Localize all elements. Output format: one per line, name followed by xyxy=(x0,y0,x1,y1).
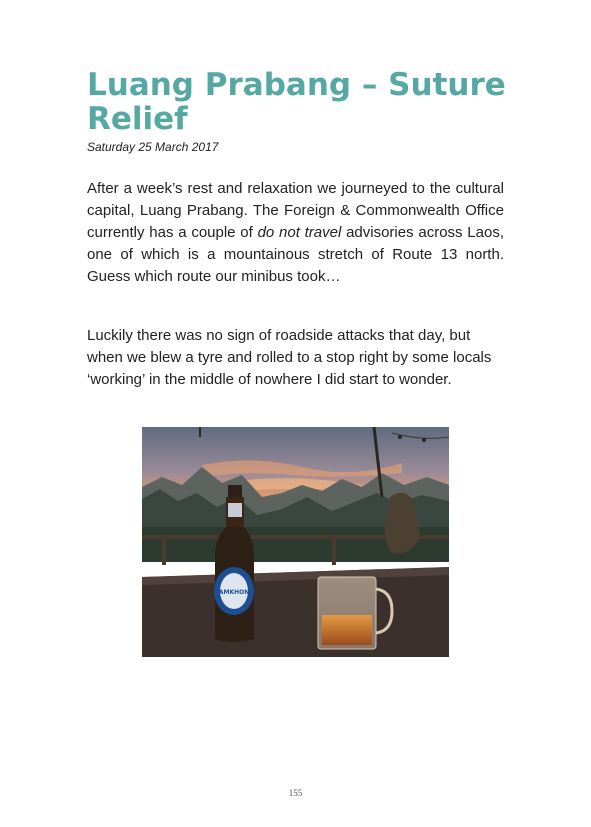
paragraph-1-text-a: After a week’s rest and relaxation we journeyed to the cultural capital, Luang Prabang. The Foreign & Commonwealth Office currently has a couple of xyxy=(87,180,504,241)
page-title: Luang Prabang – Suture Relief xyxy=(87,67,506,137)
page-number: 155 xyxy=(288,788,303,798)
paragraph-1-text-b: advisories across Laos, one of which is a mountainous stretch of Route 13 north. Guess which route our minibus took… xyxy=(87,224,504,285)
bottle-label: NAMKHONG xyxy=(213,589,255,596)
paragraph-1-emphasis: do not travel xyxy=(257,224,342,241)
paragraph-2: Luckily there was no sign of roadside attacks that day, but when we blew a tyre and rolled to a stop right by some locals ‘working’ in the middle of nowhere I did start to wonder. xyxy=(87,327,492,388)
post-date: Saturday 25 March 2017 xyxy=(87,140,219,154)
sunset-beer-photo xyxy=(142,427,449,657)
paragraph-1 xyxy=(87,178,504,288)
